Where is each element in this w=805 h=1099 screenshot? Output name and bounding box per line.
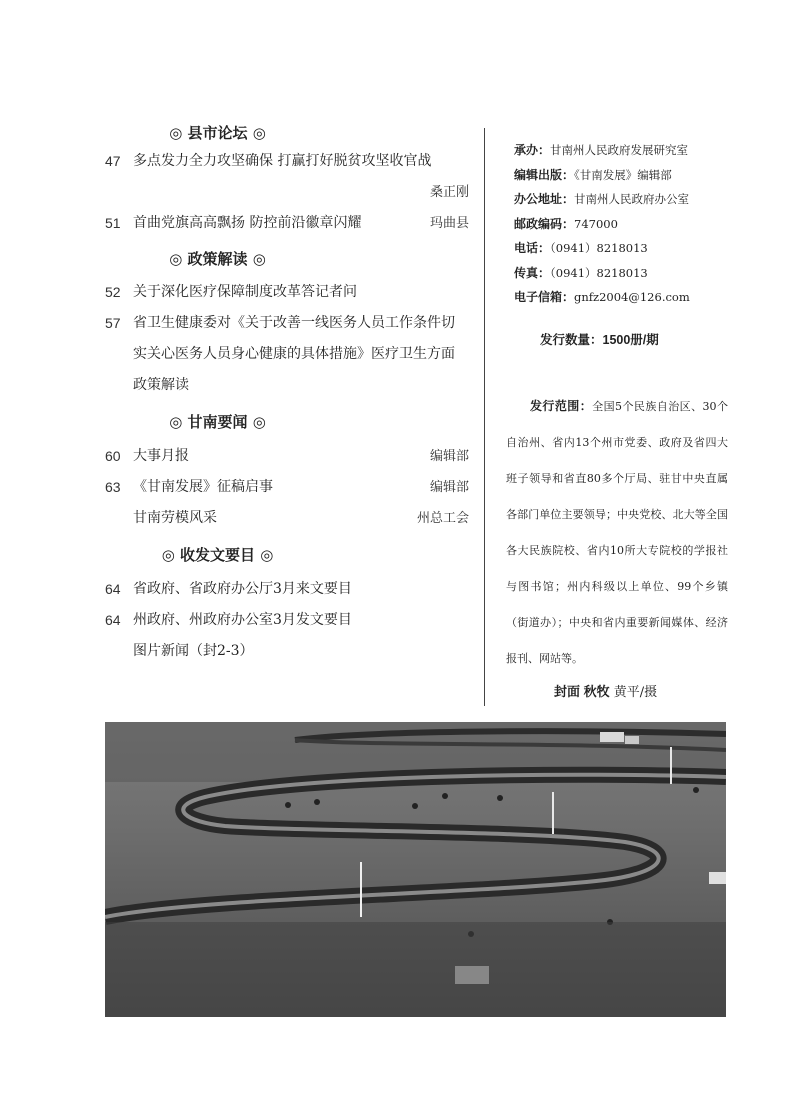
grassland-river-photo <box>105 722 726 1017</box>
scope-label: 发行范围： <box>530 399 593 413</box>
toc-entry[interactable] <box>100 605 472 636</box>
entry-title: 《甘南发展》征稿启事 <box>133 479 273 495</box>
toc-entry[interactable] <box>100 208 472 239</box>
cover-label: 封面 秋牧 <box>554 684 610 699</box>
info-label: 电话： <box>514 241 551 255</box>
entry-author: 桑正刚 <box>429 185 469 200</box>
entry-title: 州政府、州政府办公室3月发文要目 <box>133 612 352 628</box>
entry-title: 甘南劳模风采 <box>133 510 217 526</box>
toc-entry[interactable] <box>100 472 472 503</box>
entry-author: 编辑部 <box>429 449 469 464</box>
toc-entry[interactable] <box>100 574 472 605</box>
info-label: 承办： <box>514 143 551 157</box>
info-label: 传真： <box>514 265 551 280</box>
info-row <box>514 187 734 212</box>
page-number: 52 <box>105 284 121 300</box>
entry-title: 省卫生健康委对《关于改善一线医务人员工作条件切 <box>133 315 455 331</box>
page-number: 51 <box>105 215 121 231</box>
page-number: 60 <box>105 448 121 464</box>
toc-entry[interactable] <box>100 308 472 339</box>
entry-title: 政策解读 <box>133 377 189 393</box>
entry-title: 大事月报 <box>133 448 189 464</box>
info-value: （0941）8218013 <box>550 265 648 280</box>
section-heading: ◎ 县市论坛 ◎ <box>169 124 266 142</box>
toc-entry[interactable] <box>100 503 472 534</box>
info-label: 电子信箱： <box>514 290 575 304</box>
entry-title: 多点发力全力攻坚确保 打赢打好脱贫攻坚收官战 <box>133 153 432 169</box>
scope-text: 全国5个民族自治区、30个自治州、省内13个州市党委、政府及省四大班子领导和省直80多个厅局、驻甘中央直属各部门单位主要领导；中央党校、北大等全国各大民族院校、省内10所大专院校的学报社与图书馆；州内科级以上单位、99个乡镇（街道办）；中央和省内重要新闻媒体、经济报刊、网站等。 <box>506 400 728 665</box>
entry-title: 关于深化医疗保障制度改革答记者问 <box>133 284 357 300</box>
page-number: 57 <box>105 315 121 331</box>
entry-title: 首曲党旗高高飘扬 防控前沿徽章闪耀 <box>133 215 362 231</box>
info-label: 办公地址： <box>514 192 575 206</box>
page-number: 63 <box>105 479 121 495</box>
info-row <box>514 138 734 163</box>
page-number: 64 <box>105 581 121 597</box>
toc-entry[interactable] <box>100 277 472 308</box>
toc-entry[interactable] <box>100 636 472 667</box>
publication-info <box>514 138 734 310</box>
entry-title: 图片新闻（封2-3） <box>133 643 254 659</box>
info-row <box>514 285 734 310</box>
distribution-scope <box>506 388 728 677</box>
entry-author: 编辑部 <box>429 480 469 495</box>
toc-entry[interactable] <box>100 146 472 177</box>
page-number: 47 <box>105 153 121 169</box>
entry-title: 省政府、省政府办公厅3月来文要目 <box>133 581 352 597</box>
info-row <box>514 261 734 286</box>
circulation-count: 发行数量：1500册/期 <box>540 333 659 347</box>
section-heading: ◎ 甘南要闻 ◎ <box>169 413 266 431</box>
info-label: 编辑出版： <box>514 167 575 182</box>
info-row <box>514 236 734 261</box>
entry-author: 玛曲县 <box>429 216 469 231</box>
cover-author: 黄平/摄 <box>613 685 658 700</box>
toc-entry-author-row <box>100 177 472 208</box>
info-value: （0941）8218013 <box>550 241 648 255</box>
toc-entry-continuation <box>100 370 472 401</box>
info-value: 甘南州人民政府发展研究室 <box>550 143 689 157</box>
info-label: 邮政编码： <box>514 216 575 231</box>
cover-credit <box>554 681 657 700</box>
entry-author: 州总工会 <box>416 511 469 526</box>
info-value: 甘南州人民政府办公室 <box>574 192 690 206</box>
toc-entry-continuation <box>100 339 472 370</box>
info-value: 《甘南发展》编辑部 <box>574 167 672 182</box>
page-number: 64 <box>105 612 121 628</box>
info-row <box>514 212 734 237</box>
cover-photo <box>105 722 726 1017</box>
entry-title: 实关心医务人员身心健康的具体措施》医疗卫生方面 <box>133 346 455 362</box>
info-row <box>514 163 734 188</box>
toc-entry[interactable] <box>100 441 472 472</box>
section-heading: ◎ 收发文要目 ◎ <box>161 546 274 564</box>
info-value: 747000 <box>574 216 618 231</box>
column-divider <box>484 128 485 706</box>
section-heading: ◎ 政策解读 ◎ <box>169 250 266 268</box>
email-value[interactable]: gnfz2004@126.com <box>574 290 690 304</box>
table-of-contents <box>100 120 472 667</box>
